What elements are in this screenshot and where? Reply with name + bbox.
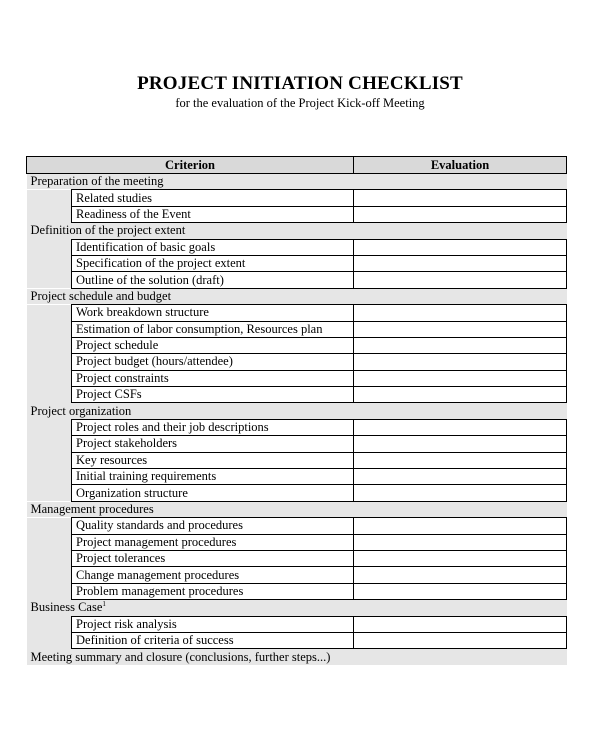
criterion-cell: Project schedule — [72, 337, 354, 353]
evaluation-cell[interactable] — [354, 321, 567, 337]
criterion-cell: Readiness of the Event — [72, 206, 354, 222]
footnote-marker: 1 — [102, 600, 106, 609]
row-indent — [27, 534, 72, 550]
criterion-cell: Specification of the project extent — [72, 255, 354, 271]
criterion-row — [27, 632, 567, 648]
row-indent — [27, 616, 72, 632]
evaluation-cell[interactable] — [354, 190, 567, 206]
section-label-text: Preparation of the meeting — [30, 174, 164, 189]
section-label — [27, 600, 567, 616]
criterion-row — [27, 534, 567, 550]
criterion-row — [27, 550, 567, 566]
criterion-cell: Organization structure — [72, 485, 354, 501]
evaluation-cell[interactable] — [354, 387, 567, 403]
section-label — [27, 223, 567, 239]
section-row — [27, 501, 567, 517]
criterion-row — [27, 354, 567, 370]
evaluation-cell[interactable] — [354, 534, 567, 550]
section-label-text: Definition of the project extent — [30, 223, 186, 238]
section-label — [27, 288, 567, 304]
criterion-row — [27, 583, 567, 599]
row-indent — [27, 337, 72, 353]
section-label — [27, 174, 567, 190]
criterion-cell: Project risk analysis — [72, 616, 354, 632]
section-label-text: Project organization — [30, 403, 132, 418]
criterion-header: Criterion — [27, 157, 354, 174]
criterion-row — [27, 370, 567, 386]
row-indent — [27, 485, 72, 501]
header-row — [27, 157, 567, 174]
criterion-cell: Project stakeholders — [72, 436, 354, 452]
row-indent — [27, 436, 72, 452]
row-indent — [27, 321, 72, 337]
row-indent — [27, 419, 72, 435]
row-indent — [27, 518, 72, 534]
criterion-cell: Initial training requirements — [72, 469, 354, 485]
row-indent — [27, 370, 72, 386]
criterion-row — [27, 419, 567, 435]
section-label-text: Management procedures — [30, 502, 154, 516]
row-indent — [27, 387, 72, 403]
checklist-table — [26, 156, 567, 665]
criterion-row — [27, 305, 567, 321]
criterion-row — [27, 337, 567, 353]
row-indent — [27, 206, 72, 222]
row-indent — [27, 452, 72, 468]
evaluation-cell[interactable] — [354, 485, 567, 501]
evaluation-cell[interactable] — [354, 255, 567, 271]
criterion-row — [27, 190, 567, 206]
section-row — [27, 403, 567, 419]
criterion-row — [27, 616, 567, 632]
section-label-text: Business Case — [30, 600, 103, 615]
criterion-row — [27, 272, 567, 288]
evaluation-cell[interactable] — [354, 583, 567, 599]
section-row — [27, 223, 567, 239]
criterion-cell: Key resources — [72, 452, 354, 468]
criterion-cell: Outline of the solution (draft) — [72, 272, 354, 288]
criterion-row — [27, 255, 567, 271]
criterion-cell: Project CSFs — [72, 387, 354, 403]
criterion-cell: Project budget (hours/attendee) — [72, 354, 354, 370]
page-title: PROJECT INITIATION CHECKLIST — [137, 73, 463, 94]
evaluation-cell[interactable] — [354, 206, 567, 222]
criterion-cell: Project roles and their job descriptions — [72, 419, 354, 435]
criterion-cell: Project constraints — [72, 370, 354, 386]
criterion-row — [27, 436, 567, 452]
criterion-row — [27, 206, 567, 222]
criterion-cell: Related studies — [72, 190, 354, 206]
criterion-cell: Problem management procedures — [72, 583, 354, 599]
criterion-row — [27, 518, 567, 534]
row-indent — [27, 550, 72, 566]
section-row — [27, 174, 567, 190]
criterion-row — [27, 239, 567, 255]
criterion-cell: Definition of criteria of success — [72, 632, 354, 648]
criterion-row — [27, 387, 567, 403]
criterion-cell: Change management procedures — [72, 567, 354, 583]
row-indent — [27, 632, 72, 648]
evaluation-cell[interactable] — [354, 550, 567, 566]
row-indent — [27, 255, 72, 271]
section-row — [27, 288, 567, 304]
evaluation-cell[interactable] — [354, 419, 567, 435]
section-label — [27, 649, 567, 665]
page-subtitle: for the evaluation of the Project Kick-off Meeting — [175, 96, 425, 110]
section-label — [27, 501, 567, 517]
row-indent — [27, 239, 72, 255]
checklist-body — [27, 174, 567, 665]
criterion-cell: Identification of basic goals — [72, 239, 354, 255]
evaluation-cell[interactable] — [354, 616, 567, 632]
evaluation-cell[interactable] — [354, 272, 567, 288]
evaluation-cell[interactable] — [354, 632, 567, 648]
evaluation-cell[interactable] — [354, 518, 567, 534]
evaluation-cell[interactable] — [354, 567, 567, 583]
section-label-text: Meeting summary and closure (conclusions, further steps...) — [30, 649, 331, 664]
section-label — [27, 403, 567, 419]
evaluation-cell[interactable] — [354, 452, 567, 468]
evaluation-cell[interactable] — [354, 436, 567, 452]
criterion-cell: Work breakdown structure — [72, 305, 354, 321]
evaluation-cell[interactable] — [354, 370, 567, 386]
row-indent — [27, 305, 72, 321]
row-indent — [27, 469, 72, 485]
evaluation-header: Evaluation — [354, 157, 567, 174]
row-indent — [27, 567, 72, 583]
section-label-text: Project schedule and budget — [30, 288, 172, 303]
section-row — [27, 600, 567, 616]
criterion-cell: Estimation of labor consumption, Resources plan — [72, 321, 354, 337]
section-row — [27, 649, 567, 665]
criterion-cell: Project tolerances — [72, 550, 354, 566]
criterion-cell: Project management procedures — [72, 534, 354, 550]
evaluation-cell[interactable] — [354, 239, 567, 255]
criterion-row — [27, 567, 567, 583]
row-indent — [27, 272, 72, 288]
criterion-row — [27, 321, 567, 337]
criterion-row — [27, 485, 567, 501]
criterion-row — [27, 452, 567, 468]
evaluation-cell[interactable] — [354, 354, 567, 370]
criterion-cell: Quality standards and procedures — [72, 518, 354, 534]
row-indent — [27, 354, 72, 370]
evaluation-cell[interactable] — [354, 337, 567, 353]
evaluation-cell[interactable] — [354, 305, 567, 321]
row-indent — [27, 190, 72, 206]
row-indent — [27, 583, 72, 599]
evaluation-cell[interactable] — [354, 469, 567, 485]
criterion-row — [27, 469, 567, 485]
